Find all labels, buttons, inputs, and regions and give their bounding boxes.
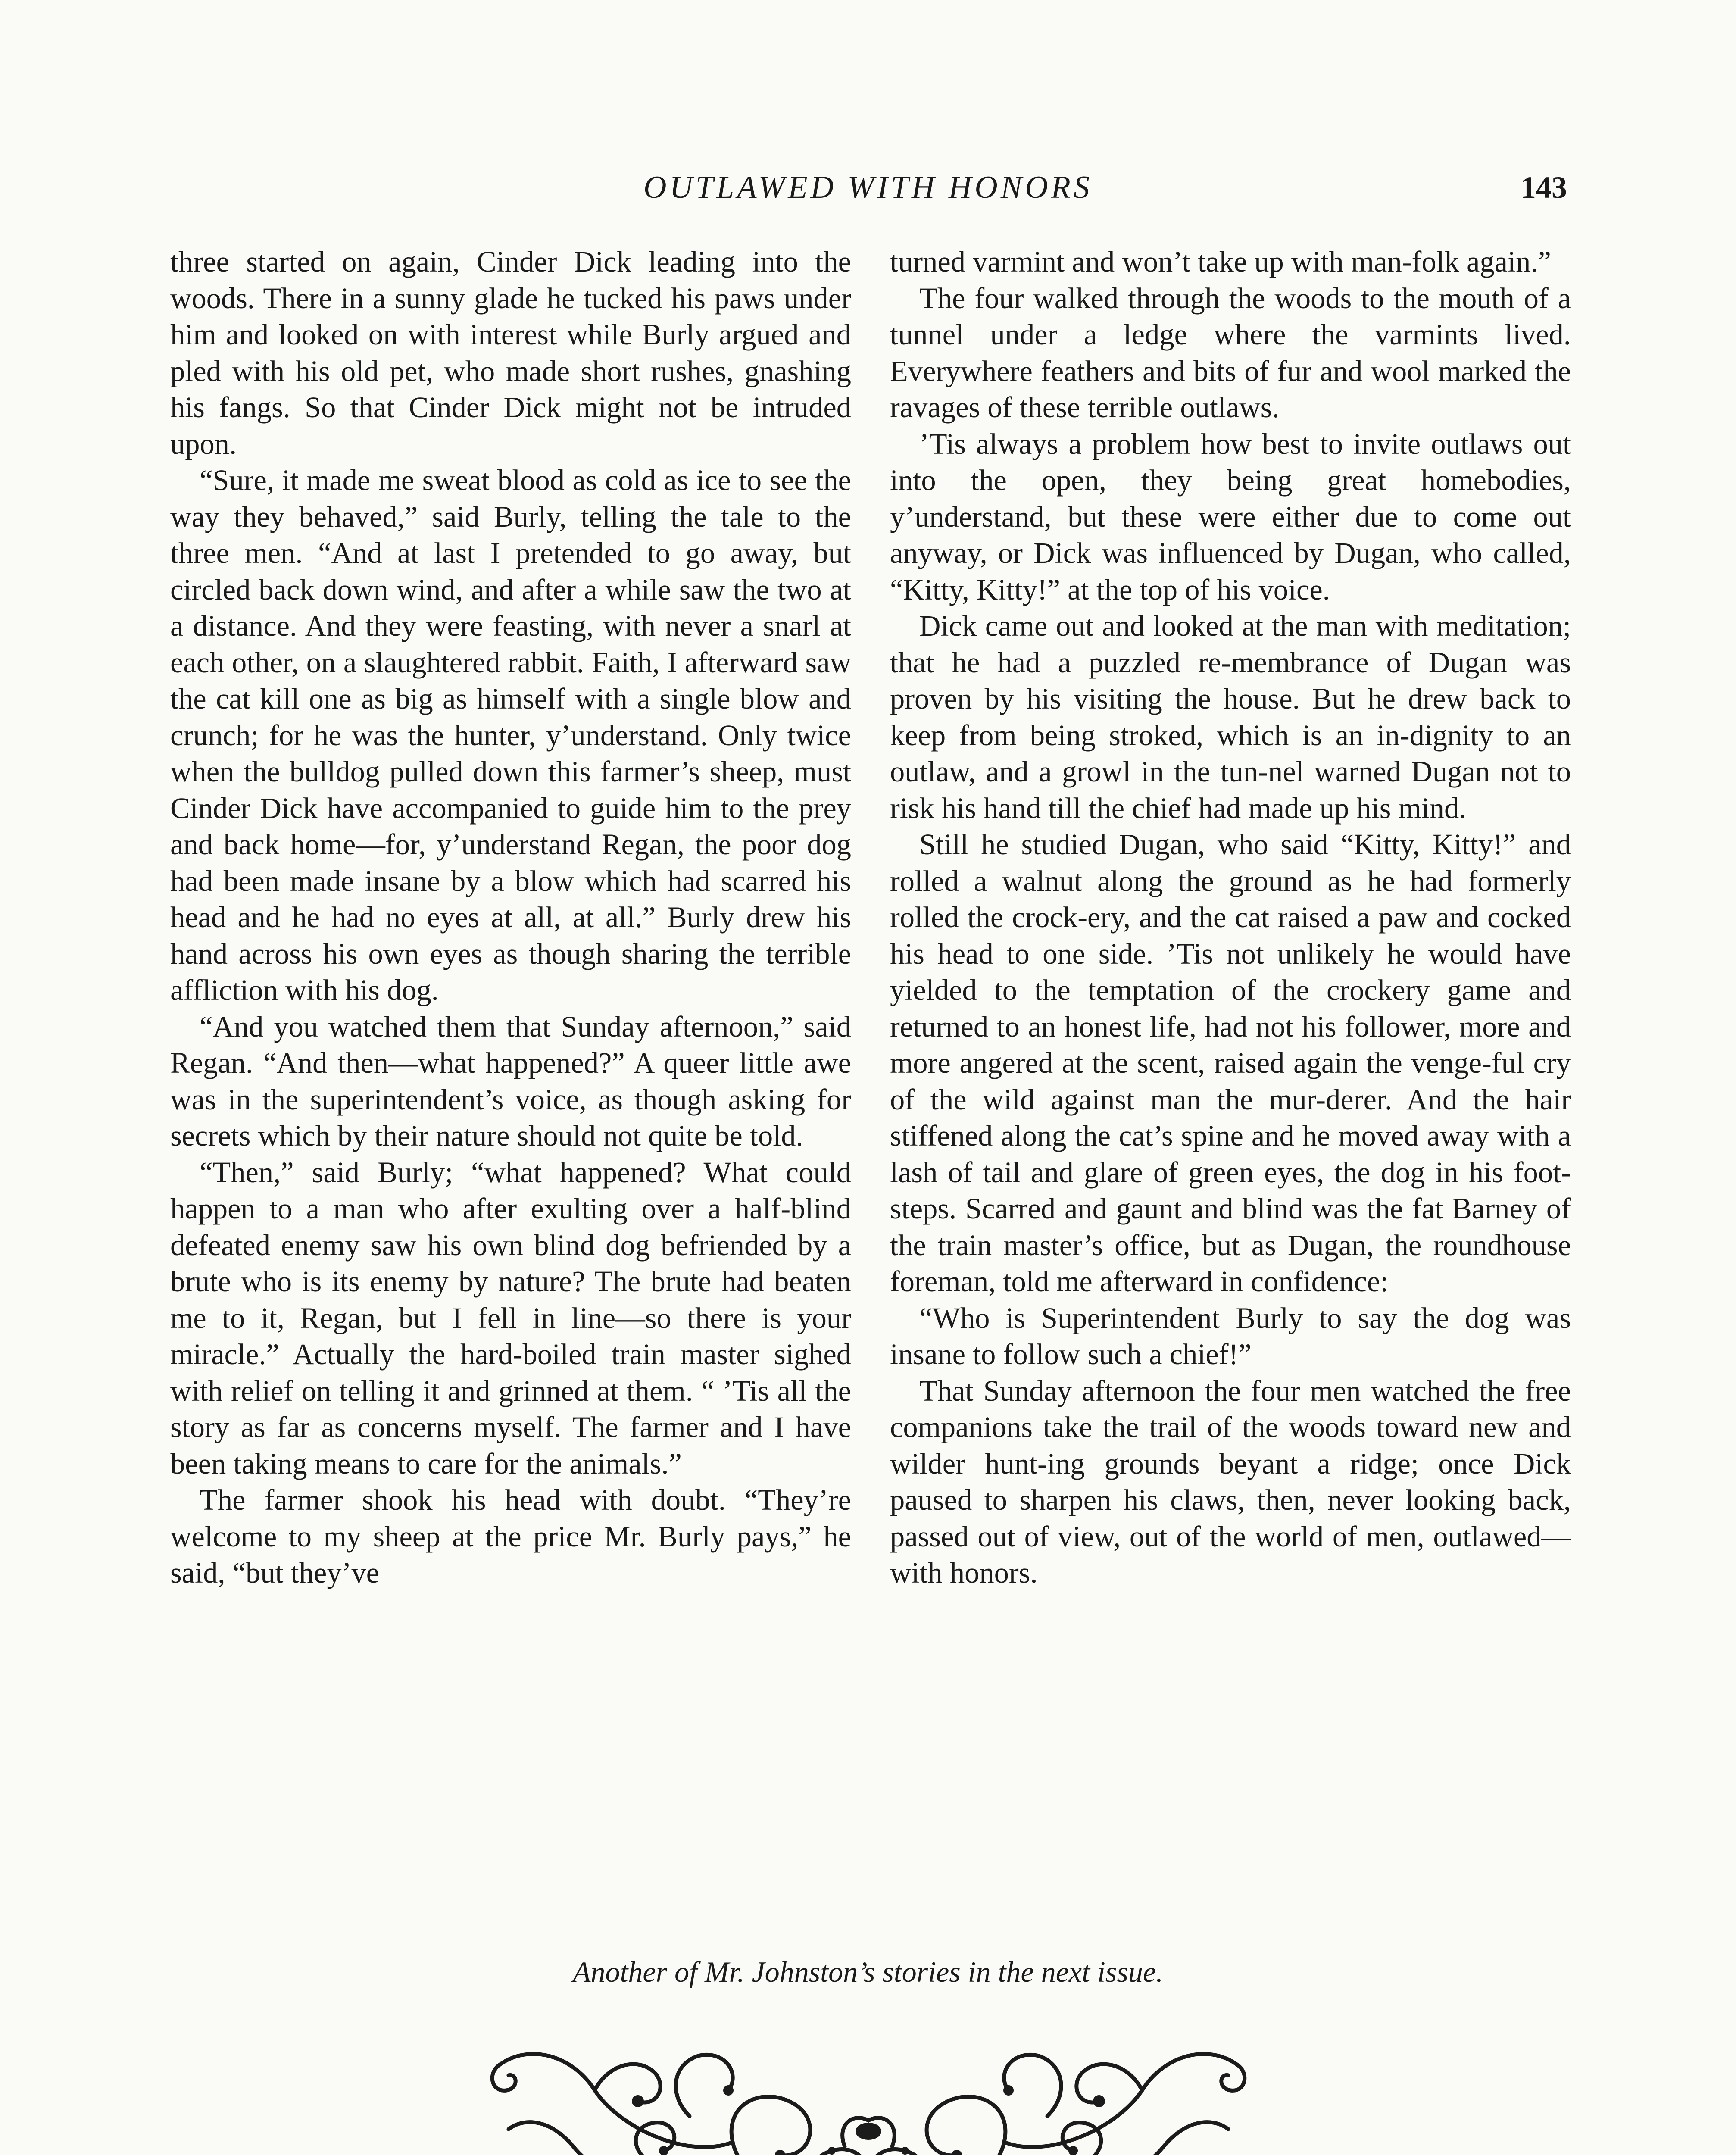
paragraph: That Sunday afternoon the four men watched the free companions take the trail of the woods toward new and wilder hunt-ing grounds beyant a ridge; once Dick paused to sharpen his claws, then, never looking back, passed out of view, out of the world of men, outlawed—with honors. [890, 1374, 1571, 1589]
next-issue-note: Another of Mr. Johnston’s stories in the next issue. [573, 1955, 1163, 1988]
paragraph: three started on again, Cinder Dick leading into the woods. There in a sunny glade he tucked his paws under him and looked on with interest while Burly argued and pled with his old pet, who made short rushes, gnashing his fangs. So that Cinder Dick might not be intruded upon. [170, 245, 851, 460]
paragraph: The four walked through the woods to the mouth of a tunnel under a ledge where the varmints lived. Everywhere feathers and bits of fur and wool marked the ravages of these terrible outlaws. [890, 281, 1571, 424]
page-number: 143 [1521, 170, 1567, 205]
running-title: OUTLAWED WITH HONORS [643, 170, 1093, 205]
floral-scroll-ornament-icon [465, 2017, 1271, 2155]
paragraph: “Who is Superintendent Burly to say the dog was insane to follow such a chief!” [890, 1301, 1571, 1371]
paragraph: “Sure, it made me sweat blood as cold as ice to see the way they behaved,” said Burly, telling the tale to the three men. “And at last I pretended to go away, but circled back down wind, and after a while saw the two at a distance. And they were feasting, with never a snarl at each other, on a slaughtered rabbit. Faith, I afterward saw the cat kill one as big as himself with a single blow and crunch; for he was the hunter, y’understand. Only twice when the bulldog pulled down this farmer’s sheep, must Cinder Dick have accompanied to guide him to the prey and back home—for, y’understand Regan, the poor dog had been made insane by a blow which had scarred his head and he had no eyes at all, at all.” Burly drew his hand across his own eyes as though sharing the terrible affliction with his dog. [170, 464, 851, 1006]
page-header [0, 164, 1736, 211]
paragraph: Dick came out and looked at the man with meditation; that he had a puzzled re-membrance of Dugan was proven by his visiting the house. But he drew back to keep from being stroked, which is an in-dignity to an outlaw, and a growl in the tun-nel warned Dugan not to risk his hand till the chief had made up his mind. [890, 609, 1571, 825]
right-column [890, 244, 1571, 1959]
paragraph: “Then,” said Burly; “what happened? What could happen to a man who after exulting over a half-blind defeated enemy saw his own blind dog befriended by a brute who is its enemy by nature? The brute had beaten me to it, Regan, but I fell in line—so there is your miracle.” Actually the hard-boiled train master sighed with relief on telling it and grinned at them. “ ’Tis all the story as far as concerns myself. The farmer and I have been taking means to care for the animals.” [170, 1156, 851, 1480]
paragraph: ’Tis always a problem how best to invite outlaws out into the open, they being great homebodies, y’understand, but these were either due to come out anyway, or Dick was influenced by Dugan, who called, “Kitty, Kitty!” at the top of his voice. [890, 427, 1571, 606]
article-body [170, 244, 1571, 1959]
paragraph: turned varmint and won’t take up with man-folk again.” [890, 245, 1551, 278]
paragraph: The farmer shook his head with doubt. “They’re welcome to my sheep at the price Mr. Burly pays,” he said, “but they’ve [170, 1484, 851, 1589]
left-column [170, 244, 851, 1959]
paragraph: “And you watched them that Sunday afternoon,” said Regan. “And then—what happened?” A queer little awe was in the superintendent’s voice, as though asking for secrets which by their nature should not quite be told. [170, 1010, 851, 1152]
paragraph: Still he studied Dugan, who said “Kitty, Kitty!” and rolled a walnut along the ground as he had formerly rolled the crock-ery, and the cat raised a paw and cocked his head to one side. ’Tis not unlikely he would have yielded to the temptation of the crockery game and returned to an honest life, had not his follower, more and more angered at the scent, raised again the venge-ful cry of the wild against man the mur-derer. And the hair stiffened along the cat’s spine and he moved away with a lash of tail and glare of green eyes, the dog in his foot-steps. Scarred and gaunt and blind was the fat Barney of the train master’s office, but as Dugan, the roundhouse foreman, told me afterward in confidence: [890, 828, 1571, 1298]
